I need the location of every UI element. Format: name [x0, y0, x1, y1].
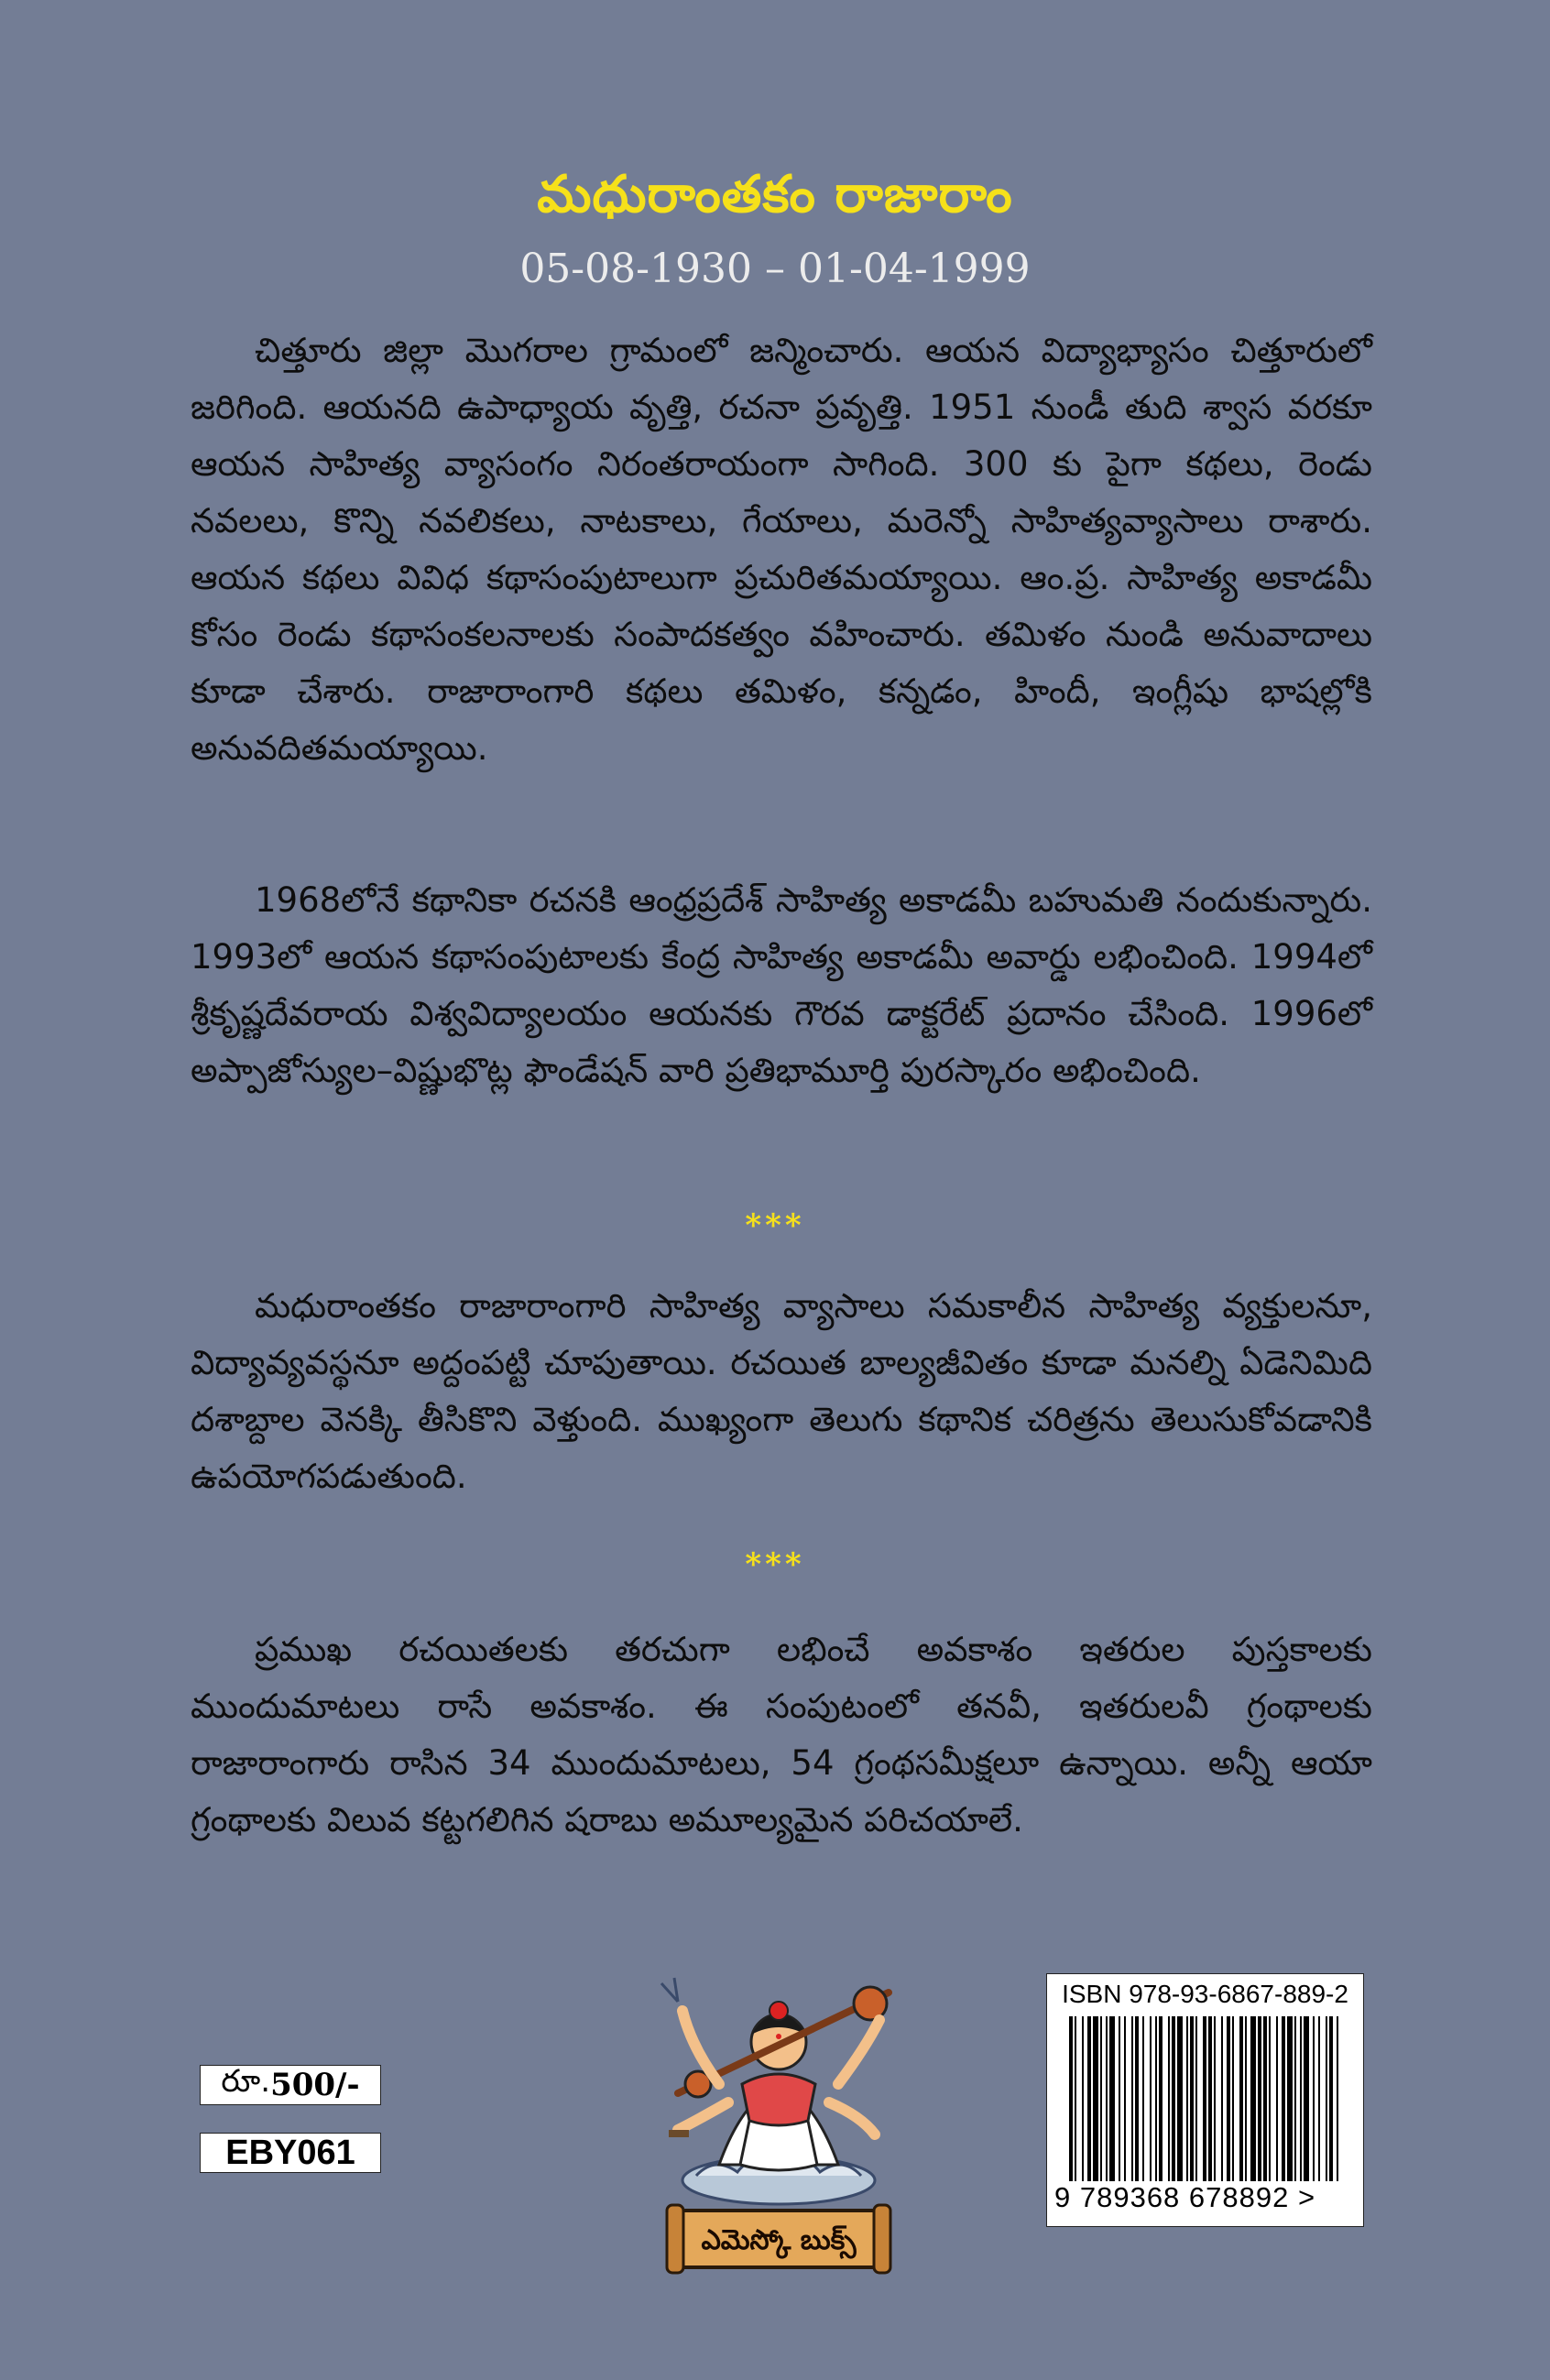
- publisher-banner: [667, 2205, 890, 2273]
- barcode-digits: 9 789368 678892 >: [1054, 2181, 1316, 2213]
- price-label: [200, 2065, 381, 2105]
- biography-paragraph: చిత్తూరు జిల్లా మొగరాల గ్రామంలో జన్మించారు. ఆయన విద్యాభ్యాసం చిత్తూరులో జరిగింది. ఆయనది ఉపాధ్యాయ వృత్తి, రచనా ప్రవృత్తి. 1951 నుండీ తుది శ్వాస వరకూ ఆయన సాహిత్య వ్యాసంగం నిరంతరాయంగా సాగింది. 300 కు పైగా కథలు, రెండు నవలలు, కొన్ని నవలికలు, నాటకాలు, గేయాలు, మరెన్నో సాహిత్యవ్యాసాలు రాశారు. ఆయన కథలు వివిధ కథాసంపుటాలుగా ప్రచురితమయ్యాయి. ఆం.ప్ర. సాహిత్య అకాడమీ కోసం రెండు కథాసంకలనాలకు సంపాదకత్వం వహించారు. తమిళం నుండి అనువాదాలు కూడా చేశారు. రాజారాంగారి కథలు తమిళం, కన్నడం, హిందీ, ఇంగ్లీషు భాషల్లోకి అనువదితమయ్యాయి.: [191, 331, 1372, 768]
- isbn-label: ISBN 978-93-6867-889-2: [1062, 1980, 1348, 2008]
- barcode-bar: [1100, 2016, 1102, 2181]
- barcode-bar: [1124, 2016, 1126, 2181]
- barcode-bar: [1269, 2016, 1271, 2181]
- barcode-bar: [1172, 2016, 1175, 2181]
- barcode-bar: [1326, 2016, 1327, 2181]
- barcode-bar: [1190, 2016, 1194, 2181]
- barcode-bar: [1082, 2016, 1084, 2181]
- product-code: EBY061: [200, 2133, 381, 2173]
- barcode-bar: [1287, 2016, 1293, 2181]
- barcode-bar: [1195, 2016, 1197, 2181]
- section-separator: ***: [745, 1546, 805, 1583]
- barcode-bar: [1258, 2016, 1261, 2181]
- barcode-bar: [1250, 2016, 1256, 2181]
- barcode-bar: [1168, 2016, 1170, 2181]
- barcode-bar: [1203, 2016, 1206, 2181]
- author-dates: 05-08-1930 – 01-04-1999: [519, 246, 1031, 292]
- barcode-bar: [1300, 2016, 1302, 2181]
- awards-paragraph: 1968లోనే కథానికా రచనకి ఆంధ్రప్రదేశ్ సాహిత్య అకాడమీ బహుమతి నందుకున్నారు. 1993లో ఆయన కథాసంపుటాలకు కేంద్ర సాహిత్య అకాడమీ అవార్డు లభించింది. 1994లో శ్రీకృష్ణదేవరాయ విశ్వవిద్యాలయం ఆయనకు గౌరవ డాక్టరేట్ ప్రదానం చేసింది. 1996లో అప్పాజోస్యుల–విష్ణుభొట్ల ఫౌండేషన్ వారి ప్రతిభామూర్తి పురస్కారం అభించింది.: [191, 880, 1372, 1090]
- barcode-bar: [1313, 2016, 1315, 2181]
- barcode-bar: [1135, 2016, 1139, 2181]
- barcode-bar: [1329, 2016, 1333, 2181]
- barcode-bar: [1087, 2016, 1091, 2181]
- barcode-bar: [1276, 2016, 1278, 2181]
- saraswati-icon: [661, 1978, 889, 2204]
- essays-paragraph: మధురాంతకం రాజారాంగారి సాహిత్య వ్యాసాలు సమకాలీన సాహిత్య వ్యక్తులనూ, విద్యావ్యవస్థనూ అద్దంపట్టి చూపుతాయి. రచయిత బాల్యజీవితం కూడా మనల్ని ఏడెనిమిది దశాబ్దాల వెనక్కి తీసికొని వెళ్తుంది. ముఖ్యంగా తెలుగు కథానిక చరిత్రను తెలుసుకోవడానికి ఉపయోగపడుతుంది.: [191, 1286, 1372, 1496]
- price-prefix: రూ.: [221, 2063, 271, 2100]
- publisher-logo: [641, 1947, 916, 2290]
- barcode-bar: [1155, 2016, 1157, 2181]
- barcode-bar: [1159, 2016, 1162, 2181]
- price-value: 500/-: [270, 2067, 360, 2103]
- barcode-bar: [1304, 2016, 1309, 2181]
- book-title: మధురాంతకం రాజారాం: [537, 165, 1013, 224]
- barcode-bar: [1245, 2016, 1247, 2181]
- forewords-paragraph: ప్రముఖ రచయితలకు తరచుగా లభించే అవకాశం ఇతరుల పుస్తకాలకు ముందుమాటలు రాసే అవకాశం. ఈ సంపుటంలో తనవీ, ఇతరులవీ గ్రంథాలకు రాజారాంగారు రాసిన 34 ముందుమాటలు, 54 గ్రంథసమీక్షలూ ఉన్నాయి. అన్నీ ఆయా గ్రంథాలకు విలువ కట్టగలిగిన షరాబు అమూల్యమైన పరిచయాలే.: [191, 1630, 1372, 1840]
- barcode-bar: [1282, 2016, 1285, 2181]
- isbn-barcode-block: [1046, 1973, 1364, 2227]
- barcode-bar: [1142, 2016, 1144, 2181]
- barcode-bar: [1093, 2016, 1098, 2181]
- barcode-bar: [1318, 2016, 1320, 2181]
- barcode-bar: [1177, 2016, 1183, 2181]
- section-separator: ***: [745, 1207, 805, 1244]
- barcode-bar: [1239, 2016, 1243, 2181]
- barcode-bar: [1150, 2016, 1152, 2181]
- barcode-bar: [1109, 2016, 1115, 2181]
- barcode-bar: [1337, 2016, 1338, 2181]
- barcode-bar: [1208, 2016, 1212, 2181]
- barcode-bar: [1119, 2016, 1120, 2181]
- barcode-bar: [1294, 2016, 1296, 2181]
- barcode-bar: [1232, 2016, 1234, 2181]
- barcode-bar: [1106, 2016, 1108, 2181]
- barcode-bar: [1263, 2016, 1267, 2181]
- publisher-name: ఎమెస్కో బుక్స్: [701, 2224, 857, 2256]
- barcode-bar: [1075, 2016, 1076, 2181]
- barcode-bar: [1221, 2016, 1223, 2181]
- barcode: [1065, 2016, 1345, 2181]
- barcode-bar: [1214, 2016, 1216, 2181]
- barcode-bar: [1227, 2016, 1230, 2181]
- barcode-bar: [1131, 2016, 1133, 2181]
- barcode-bar: [1186, 2016, 1188, 2181]
- barcode-bar: [1069, 2016, 1073, 2181]
